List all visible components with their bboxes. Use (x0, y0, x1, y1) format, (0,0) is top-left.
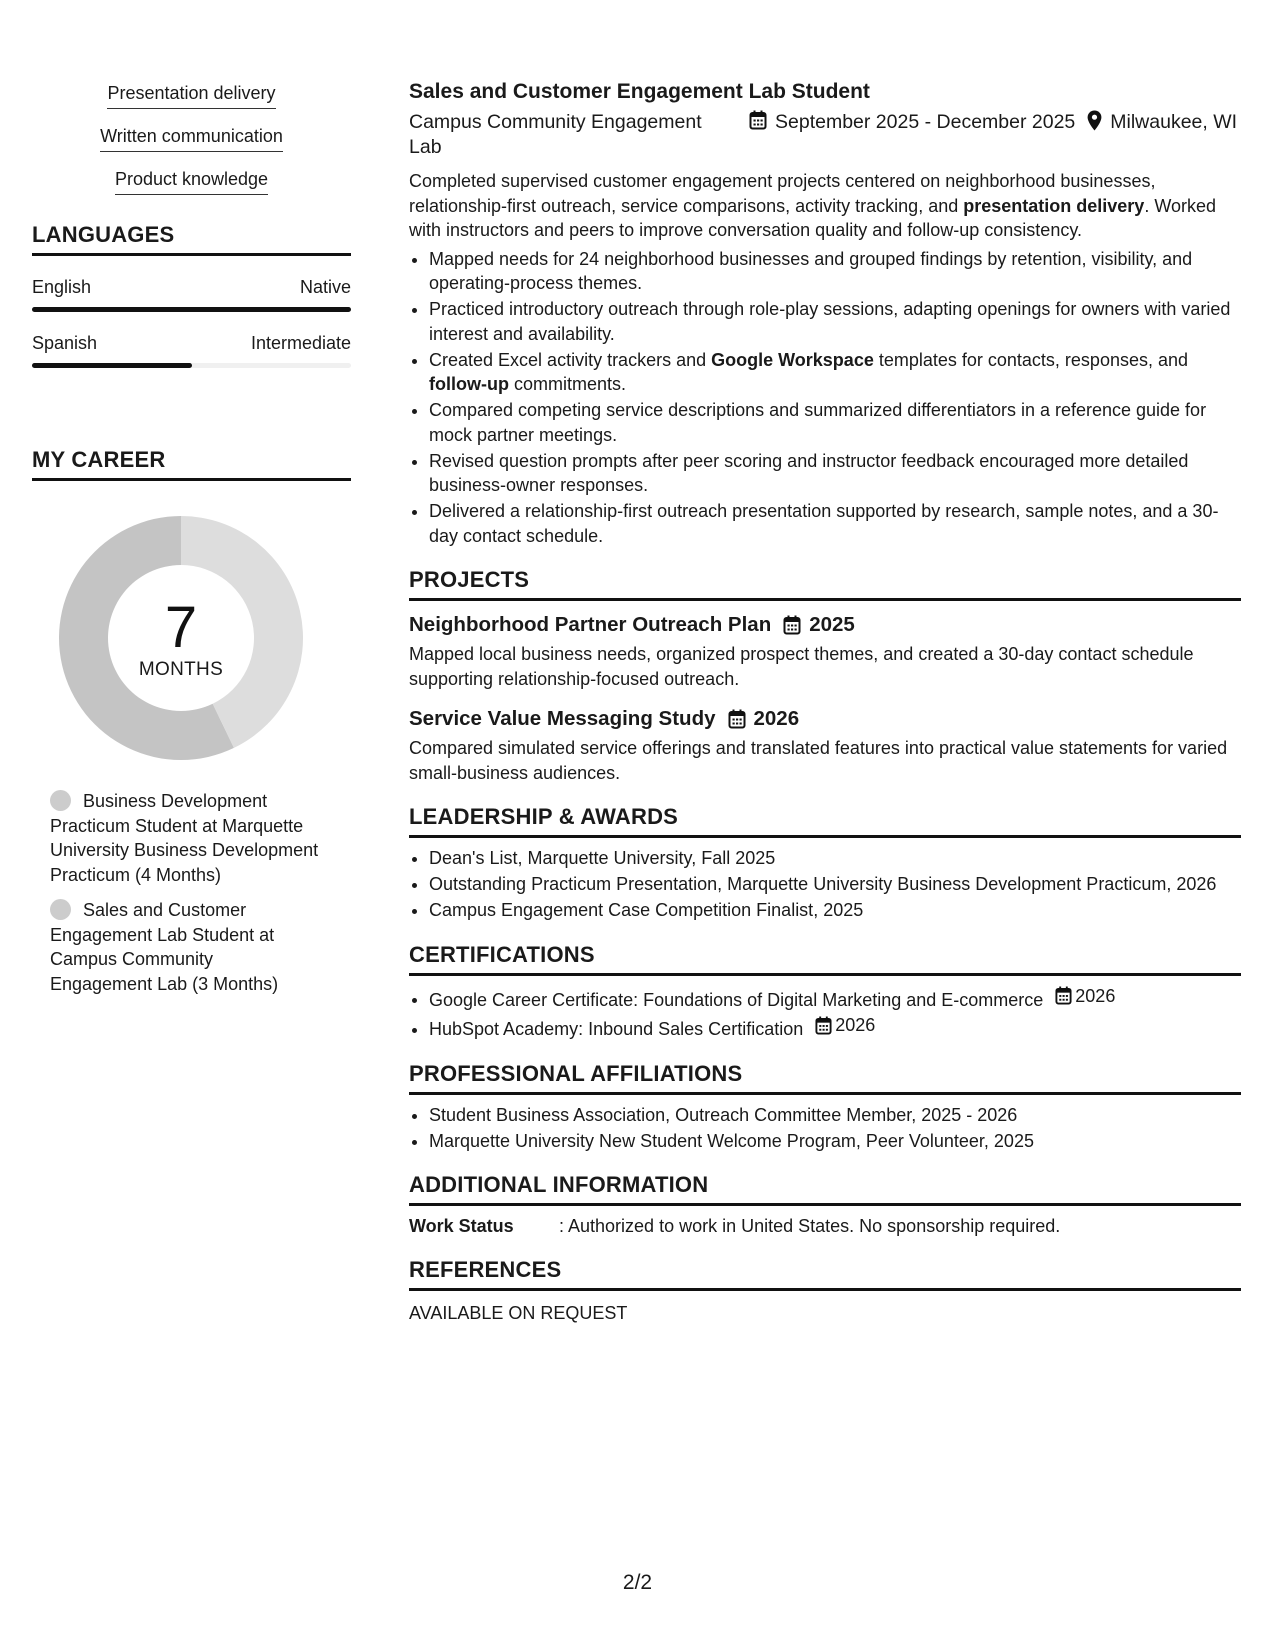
job-location-text: Milwaukee, WI (1110, 111, 1238, 133)
calendar-icon (815, 1016, 832, 1035)
legend-dot-icon (50, 790, 71, 811)
work-status-value: : Authorized to work in United States. No sponsorship required. (559, 1216, 1061, 1236)
job-bullet: • Mapped needs for 24 neighborhood businesses and grouped findings by retention, visibility, and operating-process themes. (429, 247, 1241, 296)
references-text: AVAILABLE ON REQUEST (409, 1303, 628, 1323)
page-number: 2/2 (622, 1571, 653, 1594)
job-bullet: • Practiced introductory outreach through role-play sessions, adapting openings for owners with varied interest and availability. (429, 297, 1241, 346)
affiliation-item: • Marquette University New Student Welcome Program, Peer Volunteer, 2025 (429, 1129, 1241, 1154)
leadership-item: • Campus Engagement Case Competition Finalist, 2025 (429, 898, 1241, 923)
career-total (56, 513, 306, 763)
certifications-heading: CERTIFICATIONS (409, 941, 1241, 976)
bullet-text: Created Excel activity trackers and (429, 349, 712, 370)
career-legend-item (50, 789, 320, 887)
project-item (409, 611, 1241, 691)
map-pin-icon (1087, 110, 1102, 131)
main-content (409, 78, 1241, 1325)
affiliation-item: • Student Business Association, Outreach Committee Member, 2025 - 2026 (429, 1103, 1241, 1128)
career-legend-label: Sales and Customer Engagement Lab Student at Campus Community Engagement Lab (3 Months) (50, 900, 279, 994)
project-title-row (409, 611, 1241, 638)
skill-item: Written communication (100, 125, 283, 152)
summary-bold-text: presentation delivery (963, 195, 1145, 216)
language-proficiency-fill (32, 363, 192, 368)
certification-item (429, 984, 1241, 1012)
leadership-heading: LEADERSHIP & AWARDS (409, 803, 1241, 838)
language-item (32, 276, 351, 312)
project-description: Compared simulated service offerings and translated features into practical value statements for varied small-business audiences. (409, 738, 1228, 783)
affiliations-list (409, 1103, 1241, 1154)
career-legend (50, 789, 320, 996)
project-title-row (409, 705, 1241, 732)
project-year-text: 2025 (809, 613, 855, 636)
skill-item: Product knowledge (115, 168, 268, 195)
work-status-label: Work Status (409, 1216, 514, 1236)
affiliations-heading: PROFESSIONAL AFFILIATIONS (409, 1060, 1241, 1095)
job-bullet (429, 348, 1241, 397)
languages-heading: LANGUAGES (32, 221, 351, 256)
certification-name: Google Career Certificate: Foundations of Digital Marketing and E-commerce (429, 989, 1044, 1010)
skills-list (32, 82, 351, 211)
calendar-icon (783, 615, 801, 635)
bullet-text: templates for contacts, responses, and (873, 349, 1189, 370)
leadership-item: • Outstanding Practicum Presentation, Marquette University Business Development Practicum, 2026 (429, 872, 1241, 897)
job-company: Campus Community Engagement Lab (409, 111, 702, 158)
languages-section (32, 221, 351, 368)
project-year-text: 2026 (753, 707, 800, 730)
certifications-list (409, 984, 1241, 1042)
language-name: Spanish (32, 333, 98, 353)
project-year (728, 705, 800, 732)
language-level: Native (299, 277, 351, 297)
project-item (409, 705, 1241, 785)
career-donut-chart (56, 513, 306, 763)
career-total-unit: MONTHS (138, 659, 224, 680)
bullet-text: commitments. (508, 374, 627, 394)
project-description: Mapped local business needs, organized prospect themes, and created a 30-day contact schedule supporting relationship-focused outreach. (409, 644, 1194, 689)
project-title: Service Value Messaging Study (409, 707, 716, 730)
summary-text: Completed supervised customer engagement projects centered on neighborhood businesses, relationship-first outreach, service comparisons, activity tracking, and (409, 171, 1156, 216)
language-proficiency-bar (32, 307, 351, 312)
bullet-bold-text: follow-up (429, 374, 509, 394)
job-bullets (409, 247, 1241, 549)
references-heading: REFERENCES (409, 1256, 1241, 1291)
certification-year (815, 1013, 875, 1038)
certification-year-text: 2026 (1075, 985, 1116, 1006)
calendar-icon (749, 110, 767, 130)
job-dates (749, 110, 1075, 159)
job-bullet: • Delivered a relationship-first outreach presentation supported by research, sample notes, and a 30-day contact schedule. (429, 499, 1241, 548)
leadership-list (409, 846, 1241, 923)
certification-year (1055, 984, 1115, 1009)
sidebar (32, 82, 351, 1007)
leadership-item: • Dean's List, Marquette University, Fall 2025 (429, 846, 1241, 871)
certification-year-text: 2026 (835, 1015, 876, 1036)
language-item (32, 332, 351, 368)
summary-text: . Worked with instructors and peers to improve conversation quality and follow-up consistency. (409, 195, 1217, 240)
career-legend-label: Business Development Practicum Student at Marquette University Business Development Practicum (4 Months) (50, 791, 319, 885)
job-location (1087, 110, 1237, 159)
certification-item (429, 1013, 1241, 1041)
language-level: Intermediate (250, 333, 351, 353)
language-proficiency-fill (32, 307, 351, 312)
job-title: Sales and Customer Engagement Lab Student (409, 80, 870, 103)
calendar-icon (728, 709, 746, 729)
legend-dot-icon (50, 899, 71, 920)
projects-heading: PROJECTS (409, 566, 1241, 601)
career-total-value: 7 (164, 595, 198, 660)
job-bullet: • Revised question prompts after peer scoring and instructor feedback encouraged more detailed business-owner responses. (429, 449, 1241, 498)
skill-item: Presentation delivery (107, 82, 275, 109)
certification-name: HubSpot Academy: Inbound Sales Certification (429, 1019, 804, 1039)
bullet-bold-text: Google Workspace (711, 349, 874, 370)
additional-info-heading: ADDITIONAL INFORMATION (409, 1171, 1241, 1206)
experience-entry (409, 78, 1241, 548)
career-heading: MY CAREER (32, 446, 351, 481)
language-name: English (32, 277, 92, 297)
career-section (32, 446, 351, 996)
project-year (783, 611, 855, 638)
calendar-icon (1055, 986, 1072, 1005)
job-bullet: • Compared competing service descriptions and summarized differentiators in a reference guide for mock partner meetings. (429, 398, 1241, 447)
work-status-row (409, 1214, 1241, 1238)
job-summary (409, 169, 1241, 243)
language-proficiency-bar (32, 363, 351, 368)
project-title: Neighborhood Partner Outreach Plan (409, 613, 772, 636)
career-legend-item (50, 898, 320, 996)
job-dates-text: September 2025 - December 2025 (775, 111, 1076, 133)
job-meta (409, 110, 1241, 159)
